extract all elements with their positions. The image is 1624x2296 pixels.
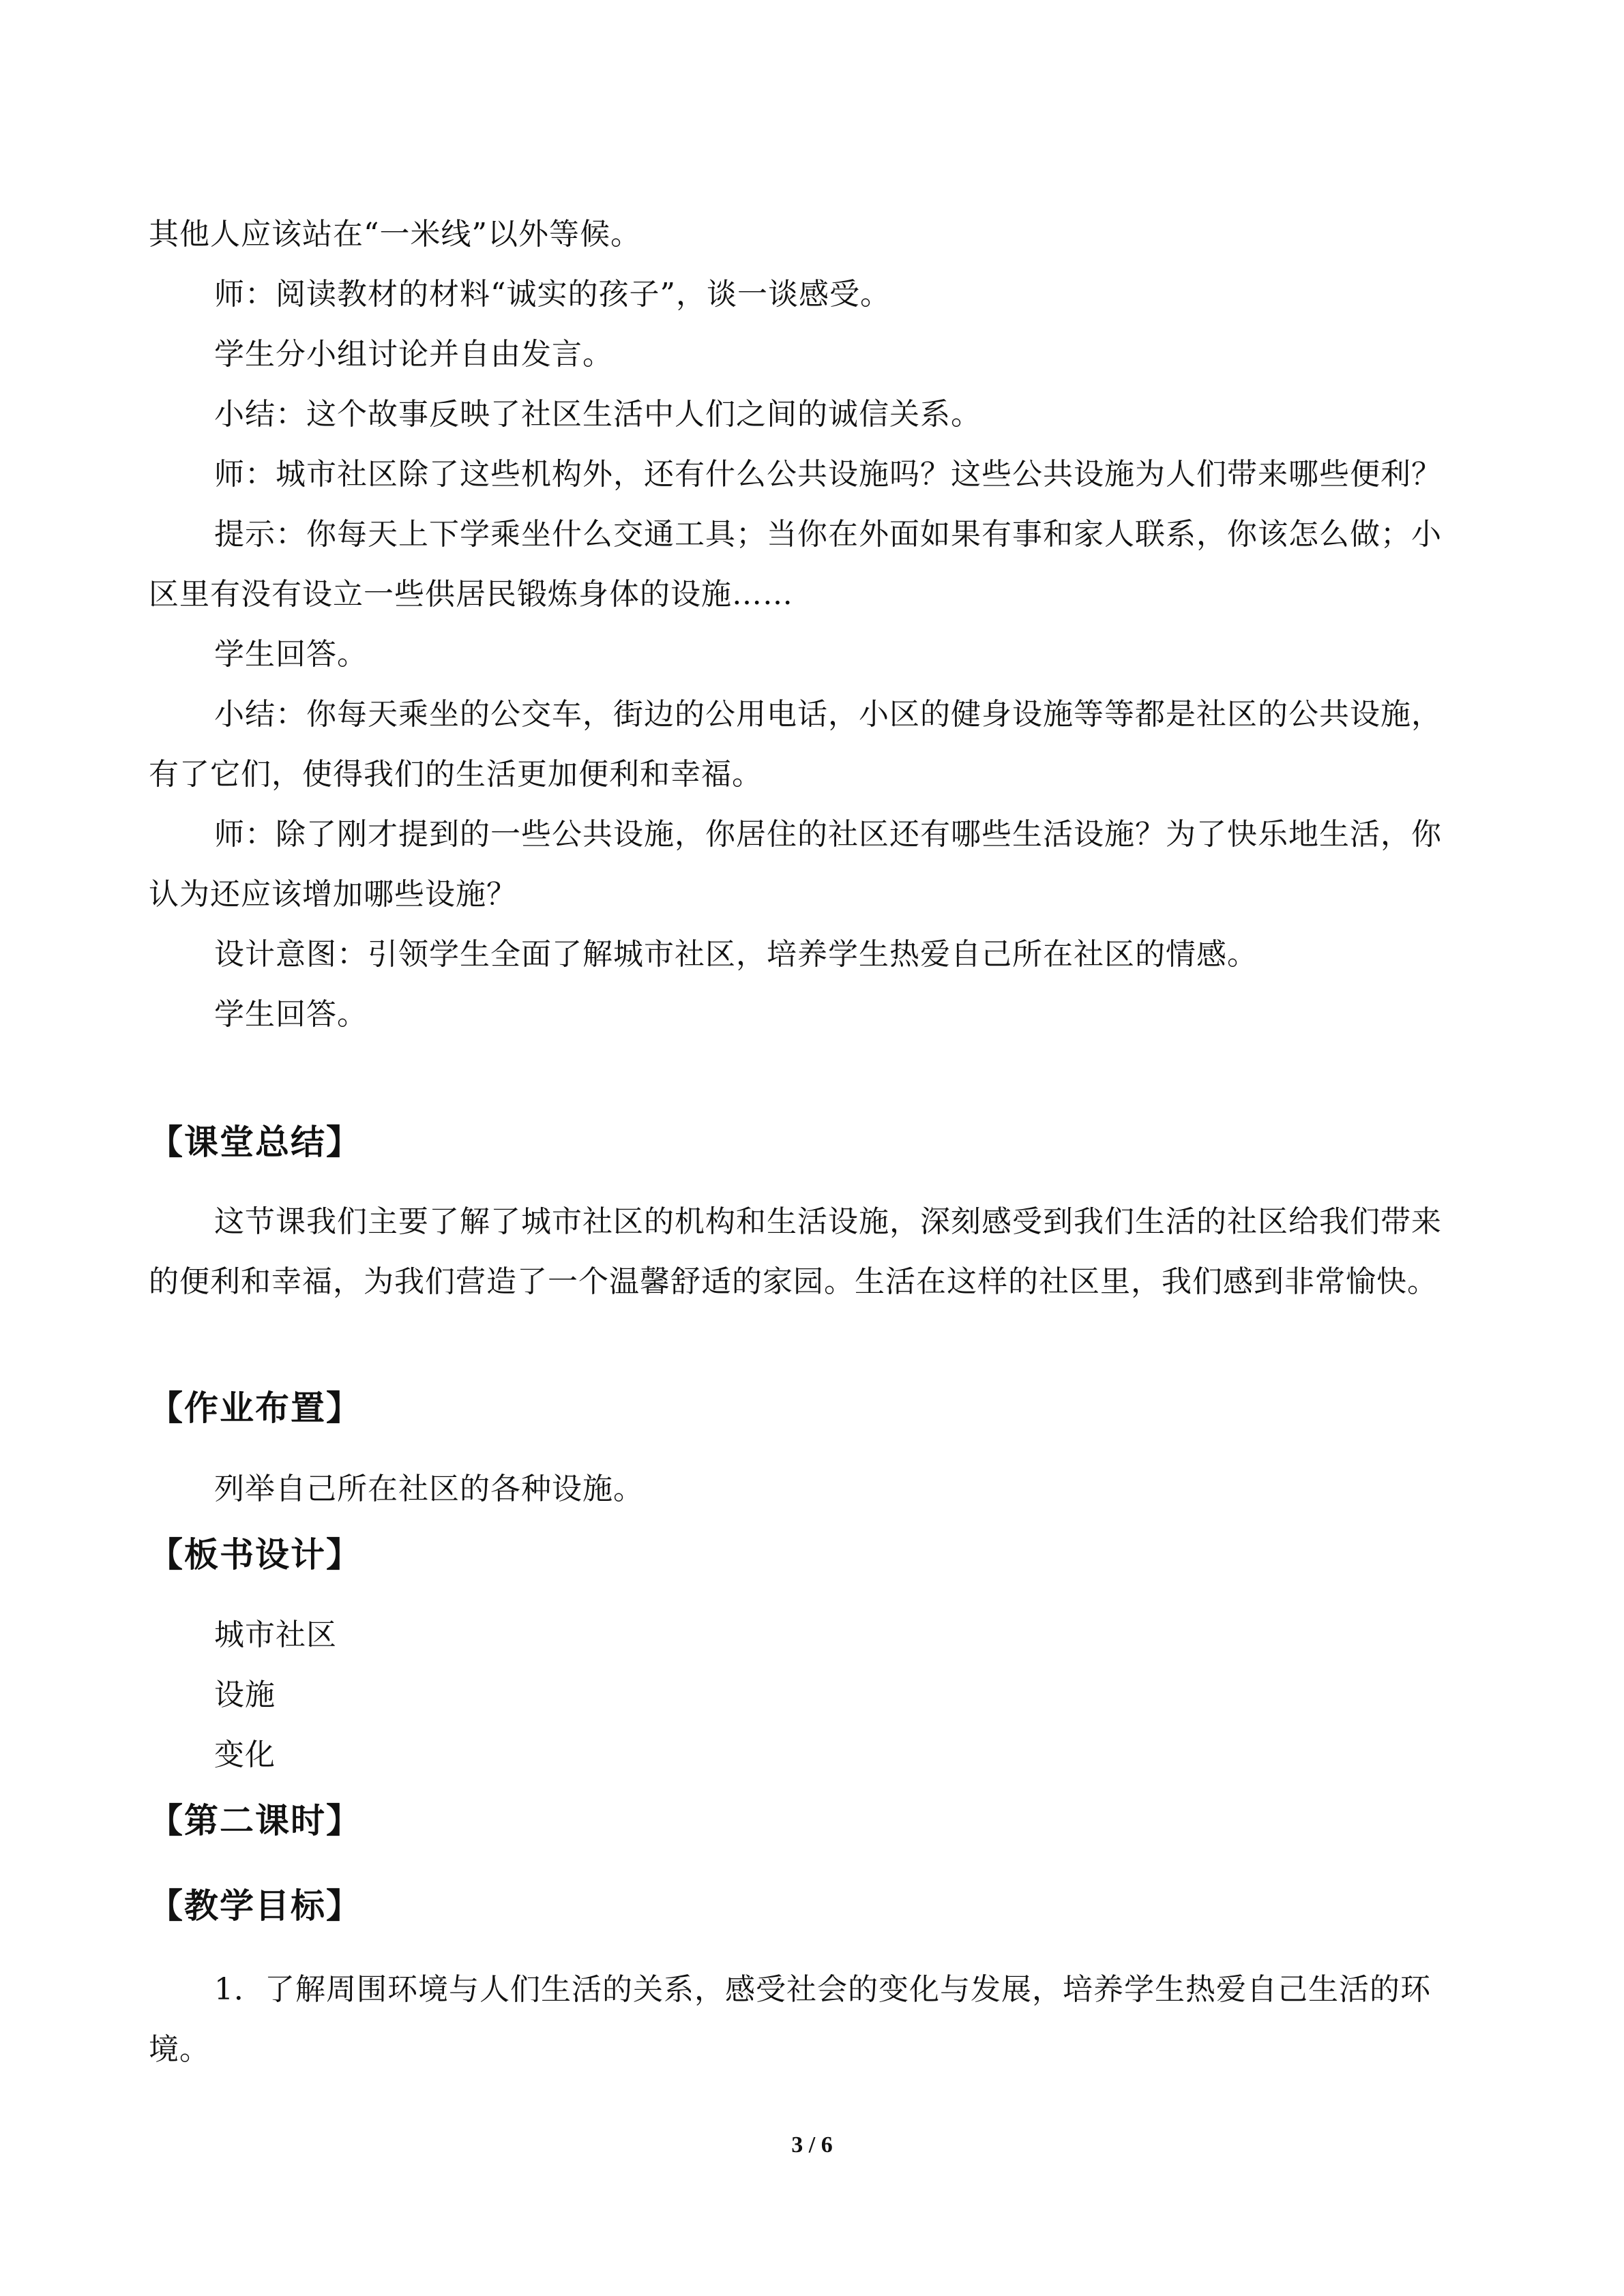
paragraph: 师：城市社区除了这些机构外，还有什么公共设施吗？这些公共设施为人们带来哪些便利？	[214, 457, 1442, 492]
lesson2-heading: 【第二课时】	[149, 1801, 361, 1840]
paragraph: 其他人应该站在“一米线”以外等候。	[149, 217, 641, 252]
objectives-section	[149, 1960, 1472, 2080]
paragraph: 小结：这个故事反映了社区生活中人们之间的诚信关系。	[214, 397, 981, 432]
paragraph: 师：阅读教材的材料“诚实的孩子”，谈一谈感受。	[214, 277, 891, 312]
page-number: 3 / 6	[791, 2132, 833, 2158]
summary-section	[149, 1192, 1472, 1312]
summary-heading: 【课堂总结】	[149, 1122, 361, 1162]
board-line: 设施	[214, 1678, 276, 1712]
summary-text: 这节课我们主要了解了城市社区的机构和生活设施，深刻感受到我们生活的社区给我们带来的便利和幸福，为我们营造了一个温馨舒适的家园。生活在这样的社区里，我们感到非常愉快。	[149, 1204, 1442, 1299]
paragraph: 学生回答。	[214, 997, 368, 1032]
homework-text: 列举自己所在社区的各种设施。	[214, 1472, 644, 1506]
homework-heading: 【作业布置】	[149, 1388, 361, 1428]
board-section	[149, 1605, 1472, 1785]
board-line: 变化	[214, 1738, 276, 1772]
board-heading: 【板书设计】	[149, 1535, 361, 1575]
paragraph: 学生回答。	[214, 637, 368, 672]
objectives-heading: 【教学目标】	[149, 1886, 361, 1926]
paragraph: 小结：你每天乘坐的公交车，街边的公用电话，小区的健身设施等等都是社区的公共设施，有了它们，使得我们的生活更加便利和幸福。	[149, 697, 1442, 792]
board-line: 城市社区	[214, 1617, 337, 1652]
paragraph: 师：除了刚才提到的一些公共设施，你居住的社区还有哪些生活设施？为了快乐地生活，你认为还应该增加哪些设施？	[149, 817, 1442, 912]
paragraph: 学生分小组讨论并自由发言。	[214, 337, 613, 372]
paragraph: 提示：你每天上下学乘坐什么交通工具；当你在外面如果有事和家人联系，你该怎么做；小区里有没有设立一些供居民锻炼身体的设施……	[149, 517, 1442, 612]
lesson-dialogue	[149, 205, 1472, 1045]
homework-section	[149, 1459, 1472, 1519]
paragraph: 设计意图：引领学生全面了解城市社区，培养学生热爱自己所在社区的情感。	[214, 937, 1258, 972]
objective-item: 1．了解周围环境与人们生活的关系，感受社会的变化与发展，培养学生热爱自己生活的环境。	[149, 1972, 1431, 2067]
